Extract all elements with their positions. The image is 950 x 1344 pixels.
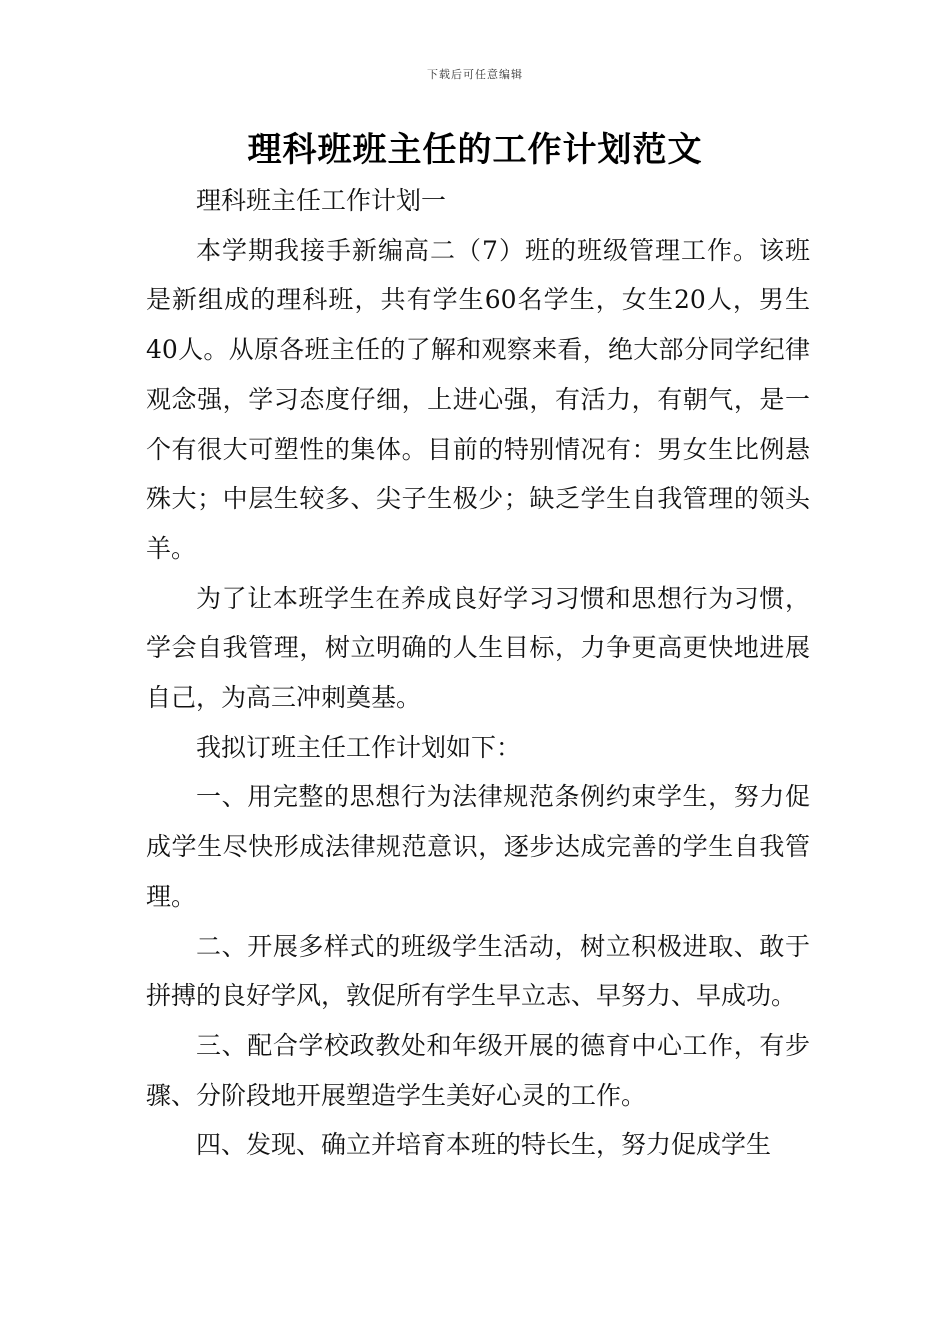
plan-item-4: 四、发现、确立并培育本班的特长生，努力促成学生 bbox=[196, 1130, 772, 1160]
header-note: 下载后可任意编辑 bbox=[427, 68, 523, 81]
section-heading: 理科班主任工作计划一 bbox=[196, 186, 447, 215]
paragraph-goals: 为了让本班学生在养成良好学习习惯和思想行为习惯，学会自我管理，树立明确的人生目标，力争更高更快地进展自己，为高三冲刺奠基。 bbox=[146, 583, 810, 713]
plan-item-2: 二、开展多样式的班级学生活动，树立积极进取、敢于拼搏的良好学风，敦促所有学生早立志、早努力、早成功。 bbox=[146, 931, 810, 1011]
paragraph-class-overview: 本学期我接手新编高二（7）班的班级管理工作。该班是新组成的理科班，共有学生60名学生，女生20人，男生40人。从原各班主任的了解和观察来看，绝大部分同学纪律观念强，学习态度仔细，上进心强，有活力，有朝气，是一个有很大可塑性的集体。目前的特别情况有：男女生比例悬殊大；中层生较多、尖子生极少；缺乏学生自我管理的领头羊。 bbox=[146, 235, 810, 563]
document-title: 理科班班主任的工作计划范文 bbox=[247, 130, 703, 170]
paragraph-plan-intro: 我拟订班主任工作计划如下： bbox=[196, 732, 522, 762]
document-body bbox=[146, 176, 810, 1170]
plan-item-3: 三、配合学校政教处和年级开展的德育中心工作，有步骤、分阶段地开展塑造学生美好心灵的工作。 bbox=[146, 1030, 810, 1110]
plan-item-1: 一、用完整的思想行为法律规范条例约束学生，努力促成学生尽快形成法律规范意识，逐步达成完善的学生自我管理。 bbox=[146, 782, 810, 911]
